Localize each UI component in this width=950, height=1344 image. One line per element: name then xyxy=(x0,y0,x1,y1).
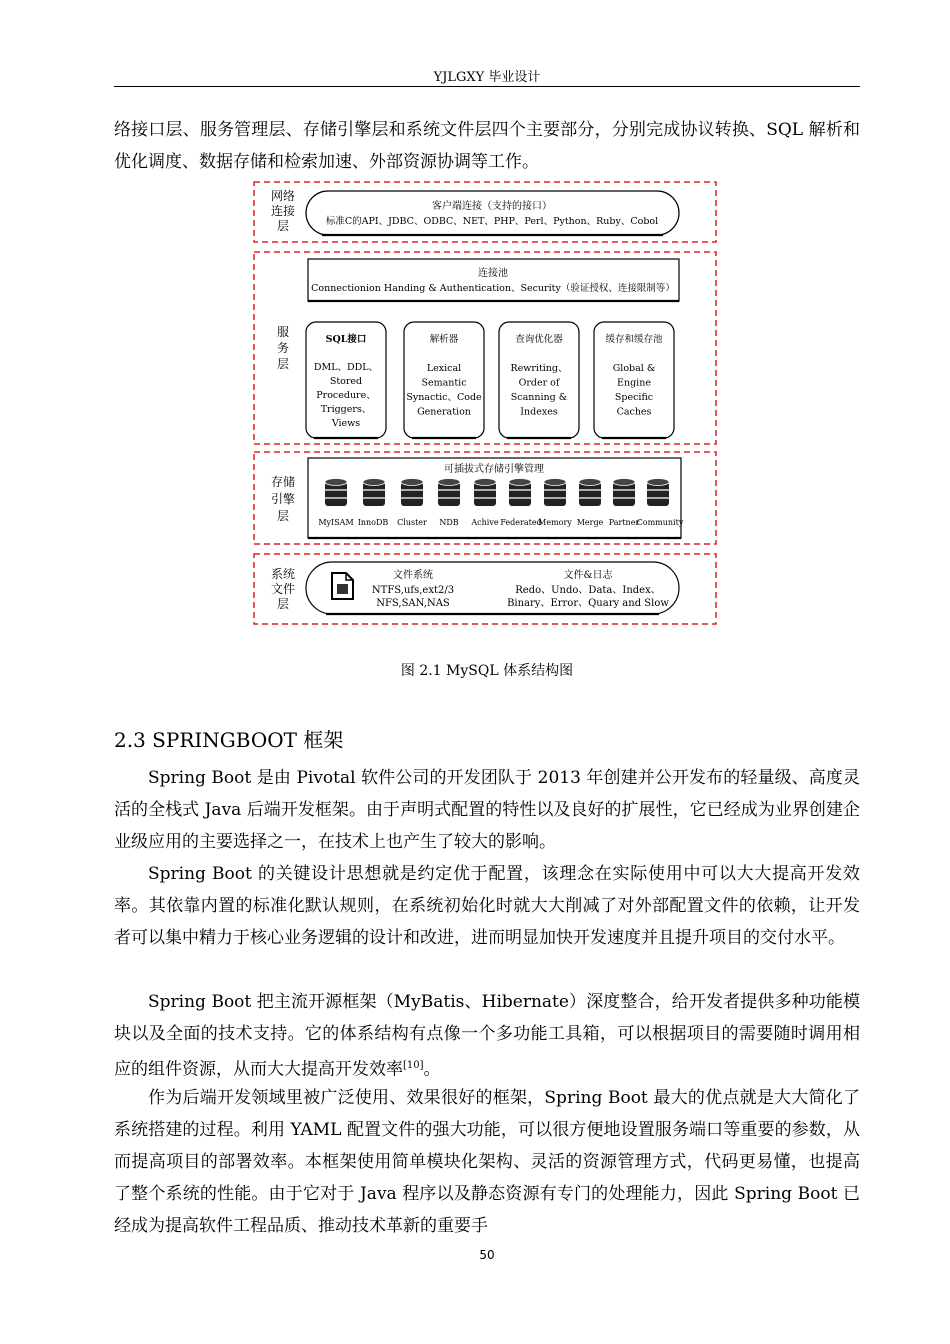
module-line: Specific xyxy=(614,392,654,403)
database-icon xyxy=(647,479,669,507)
database-icon xyxy=(363,479,385,507)
module-title: 解析器 xyxy=(429,334,459,345)
file-layer-label-group xyxy=(271,566,295,611)
storage-engine-label: Community xyxy=(636,518,684,527)
file-log-line: Redo、Undo、Data、Index、 xyxy=(515,585,661,596)
module-title: 查询优化器 xyxy=(515,334,563,345)
module-line: Engine xyxy=(617,377,651,389)
network-layer-label-line: 连接 xyxy=(270,204,296,218)
database-icon xyxy=(509,479,531,507)
module-title: 缓存和缓存池 xyxy=(605,334,663,345)
storage-engine-label: Merge xyxy=(576,518,604,527)
connection-pool-box xyxy=(308,259,679,301)
database-icon xyxy=(474,479,496,507)
module-line: Order of xyxy=(518,377,560,389)
paragraph-3 xyxy=(114,986,860,1086)
module-line: Rewriting、 xyxy=(510,363,568,374)
storage-engine-label: InnoDB xyxy=(357,518,389,527)
client-connection-apis: 标准C的API、JDBC、ODBC、NET、PHP、Perl、Python、Ruby、Cobol xyxy=(325,216,659,227)
module-line: Triggers、 xyxy=(320,404,372,415)
storage-engine-label: Cluster xyxy=(397,518,427,527)
service-module xyxy=(404,322,484,438)
storage-layer-label-line: 存储 xyxy=(270,475,296,489)
file-system-title: 文件系统 xyxy=(393,570,433,581)
section-heading: 2.3 SPRINGBOOT 框架 xyxy=(114,728,344,752)
module-line: Procedure、 xyxy=(316,390,376,401)
service-layer-label-group xyxy=(277,325,289,371)
service-layer-label-line: 层 xyxy=(276,357,290,371)
service-layer-label-line: 务 xyxy=(276,341,290,355)
paragraph-3-end: 。 xyxy=(423,1059,441,1080)
storage-layer-label-group xyxy=(271,474,295,523)
module-line: Caches xyxy=(616,406,652,418)
paragraph-2: Spring Boot 的关键设计思想就是约定优于配置，该理念在实际使用中可以大大提高开发效率。其依靠内置的标准化默认规则，在系统初始化时就大大削减了对外部配置文件的依赖，让开发者可以集中精力于核心业务逻辑的设计和改进，进而明显加快开发速度并且提升项目的交付水平。 xyxy=(114,864,860,948)
module-line: Indexes xyxy=(520,406,558,418)
storage-engine-label: Federated xyxy=(500,518,542,527)
connection-pool-text: Connectionion Handing & Authentication、Security（验证授权、连接限制等） xyxy=(311,283,675,294)
file-layer-label-line: 系统 xyxy=(270,567,296,581)
document-icon xyxy=(332,573,353,599)
module-line: Generation xyxy=(417,406,471,418)
storage-engine-label: MyISAM xyxy=(318,518,354,527)
mysql-architecture-diagram xyxy=(250,178,720,630)
module-line: Lexical xyxy=(426,363,462,374)
file-log-title: 文件&日志 xyxy=(563,570,613,581)
page-number: 50 xyxy=(479,1248,495,1262)
paragraph-1: Spring Boot 是由 Pivotal 软件公司的开发团队于 2013 年创建并公开发布的轻量级、高度灵活的全栈式 Java 后端开发框架。由于声明式配置的特性以及良好的扩展性，它已经成为业界创建企业级应用的主要选择之一，在技术上也产生了较大的影响。 xyxy=(114,768,860,852)
module-title: SQL接口 xyxy=(325,334,367,345)
intro-paragraph: 络接口层、服务管理层、存储引擎层和系统文件层四个主要部分，分别完成协议转换、SQL 解析和优化调度、数据存储和检索加速、外部资源协调等工作。 xyxy=(114,120,860,172)
database-icon xyxy=(544,479,566,507)
storage-engine-label: NDB xyxy=(439,518,459,527)
file-log-line: Binary、Error、Quary and Slow xyxy=(507,598,669,609)
network-layer-label-group xyxy=(271,189,295,233)
module-line: Scanning & xyxy=(510,392,568,403)
paragraph-3-text: Spring Boot 把主流开源框架（MyBatis、Hibernate）深度整合，给开发者提供多种功能模块以及全面的技术支持。它的体系结构有点像一个多功能工具箱，可以根据项目的需要随时调用相应的组件资源，从而大大提高开发效率 xyxy=(114,992,860,1080)
service-modules xyxy=(306,322,674,438)
file-log-lines xyxy=(507,585,669,609)
storage-engine-label: Memory xyxy=(538,518,572,527)
storage-layer-label-line: 引擎 xyxy=(270,492,296,506)
file-system-line: NFS,SAN,NAS xyxy=(376,598,450,609)
database-icon xyxy=(579,479,601,507)
page-header: YJLGXY 毕业设计 xyxy=(433,70,541,85)
service-layer-label-line: 服 xyxy=(276,325,290,339)
storage-engines xyxy=(318,479,683,528)
database-icon xyxy=(438,479,460,507)
database-icon xyxy=(613,479,635,507)
file-system-line: NTFS,ufs,ext2/3 xyxy=(371,585,455,596)
client-connection-title: 客户端连接（支持的接口） xyxy=(432,201,552,212)
network-layer-label-line: 网络 xyxy=(270,189,296,203)
database-icon xyxy=(401,479,423,507)
file-layer-label-line: 文件 xyxy=(270,582,296,596)
module-line: Stored xyxy=(329,376,363,387)
header-rule xyxy=(114,86,860,87)
network-layer-label-line: 层 xyxy=(276,219,290,233)
pluggable-engine-title: 可插拔式存储引擎管理 xyxy=(444,464,544,475)
module-line: DML、DDL、 xyxy=(313,362,379,373)
module-line: Views xyxy=(331,418,361,429)
paragraph-4: 作为后端开发领域里被广泛使用、效果很好的框架，Spring Boot 最大的优点就是大大简化了系统搭建的过程。利用 YAML 配置文件的强大功能，可以很方便地设置服务端口等重要的参数，从而提高项目的部署效率。本框架使用简单模块化架构、灵活的资源管理方式，代码更易懂，也提高了整个系统的性能。由于它对于 Java 程序以及静态资源有专门的处理能力，因此 Spring Boot 已经成为提高软件工程品质、推动技术革新的重要手 xyxy=(114,1088,860,1236)
storage-layer-label-line: 层 xyxy=(276,509,290,523)
client-connection-box xyxy=(306,191,679,235)
service-module xyxy=(499,322,579,438)
service-module xyxy=(306,322,386,438)
citation-ref: [10] xyxy=(403,1060,424,1071)
module-line: Global & xyxy=(612,363,656,374)
file-layer-label-line: 层 xyxy=(276,597,290,611)
file-system-lines xyxy=(372,585,454,609)
connection-pool-title: 连接池 xyxy=(478,268,508,279)
figure-caption: 图 2.1 MySQL 体系结构图 xyxy=(400,663,574,679)
module-line: Synactic、Code xyxy=(406,392,482,403)
storage-engine-label: Partner xyxy=(608,518,640,527)
module-line: Semantic xyxy=(421,377,467,389)
storage-engine-label: Achive xyxy=(471,518,499,527)
service-module xyxy=(594,322,674,438)
database-icon xyxy=(325,479,347,507)
